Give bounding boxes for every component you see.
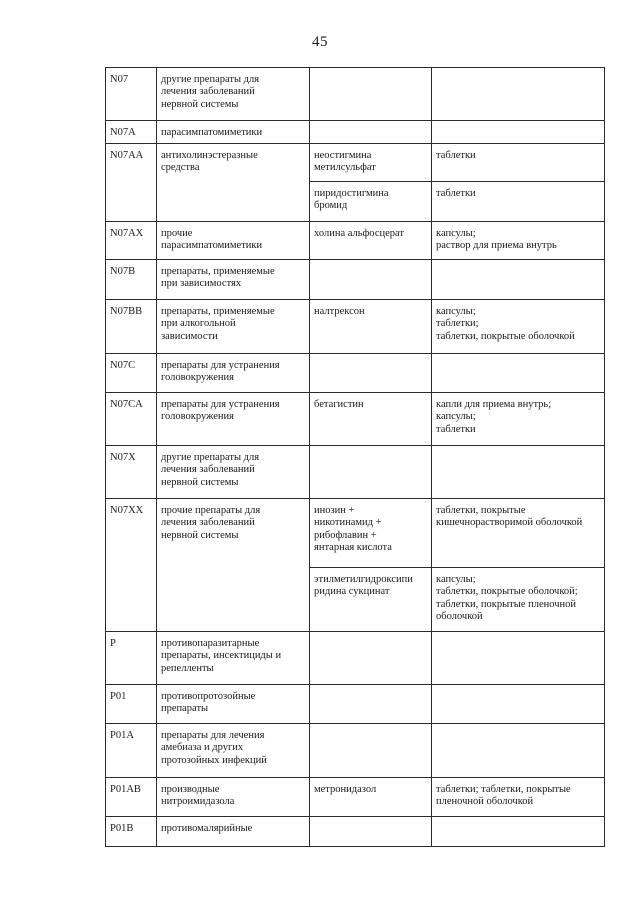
drug-cell [310,300,432,354]
atc-table-body [106,68,605,847]
form-line: таблетки [436,423,476,435]
group-line: нервной системы [161,529,239,541]
code-cell [106,393,157,446]
form-cell [432,222,605,260]
group-line: лечения заболеваний [161,86,255,98]
atc-code: N07CA [110,399,143,410]
group-line: препараты, инсектициды и [161,650,282,662]
atc-drug-table [105,67,605,847]
code-cell [106,121,157,144]
group-cell [157,144,310,222]
group-line: при зависимостях [161,278,242,290]
group-cell [157,632,310,685]
form-cell [432,354,605,393]
drug-cell [310,685,432,724]
drug-line: никотинамид + [314,517,382,529]
group-line: антихолинэстеразные [161,150,258,161]
form-line: капсулы; [436,306,476,317]
drug-cell [310,354,432,393]
group-line: нитроимидазола [161,796,235,808]
group-cell [157,222,310,260]
table-row [106,393,605,446]
form-cell [432,685,605,724]
form-line: таблетки [436,188,476,199]
group-line: амебиаза и других [161,742,244,754]
form-cell [432,260,605,300]
atc-code: N07BB [110,306,143,317]
table-row [106,121,605,144]
group-cell [157,685,310,724]
group-line: зависимости [161,330,218,342]
group-line: лечения заболеваний [161,464,255,476]
group-line: средства [161,162,200,174]
group-cell [157,446,310,499]
form-cell [432,499,605,568]
form-cell [432,144,605,182]
drug-line: холина альфосцерат [314,228,404,239]
form-line: капсулы; [436,228,476,239]
table-row [106,778,605,817]
group-line: противопротозойные [161,691,256,702]
table-row [106,260,605,300]
form-cell [432,724,605,778]
atc-code: N07C [110,360,136,371]
form-line: таблетки, покрытые [436,505,526,516]
code-cell [106,354,157,393]
table-row [106,817,605,847]
atc-code: N07A [110,127,136,138]
drug-line: янтарная кислота [314,541,392,553]
form-cell [432,446,605,499]
drug-cell [310,632,432,685]
group-line: противомалярийные [161,823,253,834]
group-cell [157,499,310,632]
group-cell [157,817,310,847]
drug-line: ридина сукцинат [314,586,390,598]
drug-cell [310,499,432,568]
form-line: таблетки; таблетки, покрытые [436,784,571,795]
group-cell [157,778,310,817]
drug-cell [310,724,432,778]
group-line: при алкогольной [161,318,236,330]
code-cell [106,724,157,778]
drug-line: этилметилгидроксипи [314,574,413,585]
table-row [106,68,605,121]
group-line: препараты, применяемые [161,306,275,317]
table-row [106,354,605,393]
table-row [106,724,605,778]
code-cell [106,300,157,354]
table-row [106,222,605,260]
group-cell [157,260,310,300]
group-cell [157,300,310,354]
drug-cell [310,568,432,632]
atc-code: P [110,638,116,649]
group-cell [157,354,310,393]
atc-code: N07X [110,452,136,463]
group-line: препараты [161,703,209,715]
drug-line: инозин + [314,505,355,516]
drug-line: пиридостигмина [314,188,389,199]
table-row [106,685,605,724]
form-line: таблетки, покрытые оболочкой [436,330,575,342]
drug-line: налтрексон [314,306,365,317]
drug-line: метилсульфат [314,162,376,174]
atc-code: N07XX [110,505,144,516]
group-line: протозойных инфекций [161,754,267,766]
form-cell [432,778,605,817]
code-cell [106,68,157,121]
group-line: препараты для устранения [161,360,280,371]
atc-code: P01A [110,730,134,741]
group-cell [157,68,310,121]
group-line: противопаразитарные [161,638,260,649]
table-row [106,632,605,685]
code-cell [106,778,157,817]
drug-line: бромид [314,200,348,212]
group-line: парасимпатомиметики [161,127,263,138]
code-cell [106,446,157,499]
drug-cell [310,144,432,182]
form-cell [432,300,605,354]
table-row [106,499,605,568]
drug-line: неостигмина [314,150,372,161]
code-cell [106,632,157,685]
drug-cell [310,121,432,144]
table-row [106,446,605,499]
atc-code: N07B [110,266,136,277]
group-line: производные [161,784,220,795]
code-cell [106,817,157,847]
form-line: капсулы; [436,411,476,423]
drug-cell [310,393,432,446]
drug-line: бетагистин [314,399,364,410]
group-line: другие препараты для [161,74,260,85]
drug-cell [310,260,432,300]
form-line: кишечнорастворимой оболочкой [436,517,583,529]
group-cell [157,393,310,446]
group-line: нервной системы [161,476,239,488]
group-line: репелленты [161,662,214,674]
form-cell [432,121,605,144]
code-cell [106,499,157,632]
form-line: раствор для приема внутрь [436,240,557,252]
table-row [106,300,605,354]
form-line: оболочкой [436,610,483,622]
form-cell [432,68,605,121]
drug-cell [310,446,432,499]
code-cell [106,260,157,300]
form-line: таблетки [436,150,476,161]
atc-code: P01AB [110,784,141,795]
form-line: пленочной оболочкой [436,796,534,808]
page-number: 45 [312,34,328,50]
form-line: капсулы; [436,574,476,585]
group-line: головокружения [161,372,234,384]
drug-cell [310,817,432,847]
drug-cell [310,182,432,222]
group-line: головокружения [161,411,234,423]
group-cell [157,121,310,144]
atc-code: N07 [110,74,129,85]
form-line: таблетки; [436,318,479,330]
drug-line: рибофлавин + [314,529,377,541]
group-line: препараты, применяемые [161,266,275,277]
group-line: лечения заболеваний [161,517,255,529]
group-cell [157,724,310,778]
atc-code: P01B [110,823,134,834]
drug-line: метронидазол [314,784,377,795]
atc-code: N07AA [110,150,144,161]
table-row [106,144,605,182]
atc-code: P01 [110,691,127,702]
group-line: парасимпатомиметики [161,240,263,252]
code-cell [106,685,157,724]
code-cell [106,222,157,260]
form-cell [432,568,605,632]
group-line: прочие [161,228,193,239]
form-cell [432,632,605,685]
drug-cell [310,222,432,260]
group-line: препараты для лечения [161,730,265,741]
form-line: таблетки, покрытые пленочной [436,598,577,610]
form-cell [432,182,605,222]
drug-cell [310,778,432,817]
group-line: препараты для устранения [161,399,280,410]
code-cell [106,144,157,222]
group-line: нервной системы [161,98,239,110]
form-line: капли для приема внутрь; [436,399,552,410]
atc-code: N07AX [110,228,144,239]
form-line: таблетки, покрытые оболочкой; [436,586,578,598]
form-cell [432,817,605,847]
group-line: прочие препараты для [161,505,261,516]
group-line: другие препараты для [161,452,260,463]
form-cell [432,393,605,446]
drug-cell [310,68,432,121]
